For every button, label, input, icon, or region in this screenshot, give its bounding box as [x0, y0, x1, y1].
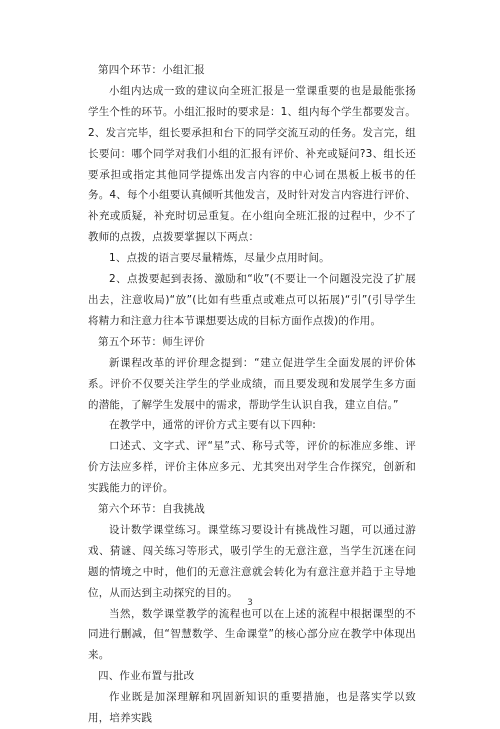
section-heading-5: 第五个环节：师生评价 — [98, 335, 205, 348]
section-heading-6: 第六个环节：自我挑战 — [98, 503, 205, 516]
section-heading-homework: 四、作业布置与批改 — [98, 670, 195, 683]
paragraph: 小组内达成一致的建议向全班汇报是一堂课重要的也是最能张扬学生个性的环节。小组汇报时的要求是：1、组内每个学生都要发言。2、发言完毕，组长要承担和台下的同学交流互动的任务。发言完，组长要问：哪个同学对我们小组的汇报有评价、补充或疑问?3、组长还要承担或指定其他同学提炼出发言内容的中心词在黑板上板书的任务。4、每个小组要认真倾听其他发言，及时针对发言内容进行评价、补充或质疑，补充时切忌重复。在小组向全班汇报的过程中，少不了教师的点拨，点拨要掌握以下两点： — [88, 84, 416, 244]
document-body — [88, 60, 416, 729]
paragraph: 设计数学课堂练习。课堂练习要设计有挑战性习题，可以通过游戏、猜谜、闯关练习等形式，吸引学生的无意注意，当学生沉迷在问题的情境之中时，他们的无意注意就会转化为有意注意并趋于主导地位，从而达到主动探究的目的。 — [88, 523, 416, 599]
section-heading-4: 第四个环节：小组汇报 — [98, 64, 205, 76]
paragraph: 新课程改革的评价理念提到：“建立促进学生全面发展的评价体系。评价不仅要关注学生的学业成绩，而且要发现和发展学生多方面的潜能，了解学生发展中的需求，帮助学生认识自我，建立自信。” — [88, 356, 416, 411]
paragraph: 当然，数学课堂教学的流程也可以在上述的流程中根据课型的不同进行删减，但“智慧数学、生命课堂”的核心部分应在教学中体现出来。 — [88, 607, 416, 662]
page-number: 3 — [247, 598, 253, 608]
paragraph: 作业既是加深理解和巩固新知识的重要措施，也是落实学以致用，培养实践 — [88, 691, 416, 725]
paragraph: 1、点拨的语言要尽量精炼，尽量少点用时间。 — [109, 252, 330, 265]
paragraph: 在教学中，通常的评价方式主要有以下四种: — [109, 419, 317, 432]
paragraph: 口述式、文字式、评“星”式、称号式等，评价的标准应多维、评价方法应多样，评价主体应多元、尤其突出对学生合作探究，创新和实践能力的评价。 — [88, 440, 416, 495]
paragraph: 2、点拨要起到表扬、激励和“收”(不要让一个问题没完没了扩展出去，注意收局)“放”(比如有些重点或难点可以拓展)“引”(引导学生将精力和注意力往本节课想要达成的目标方面作点拨)的作用。 — [88, 273, 416, 327]
